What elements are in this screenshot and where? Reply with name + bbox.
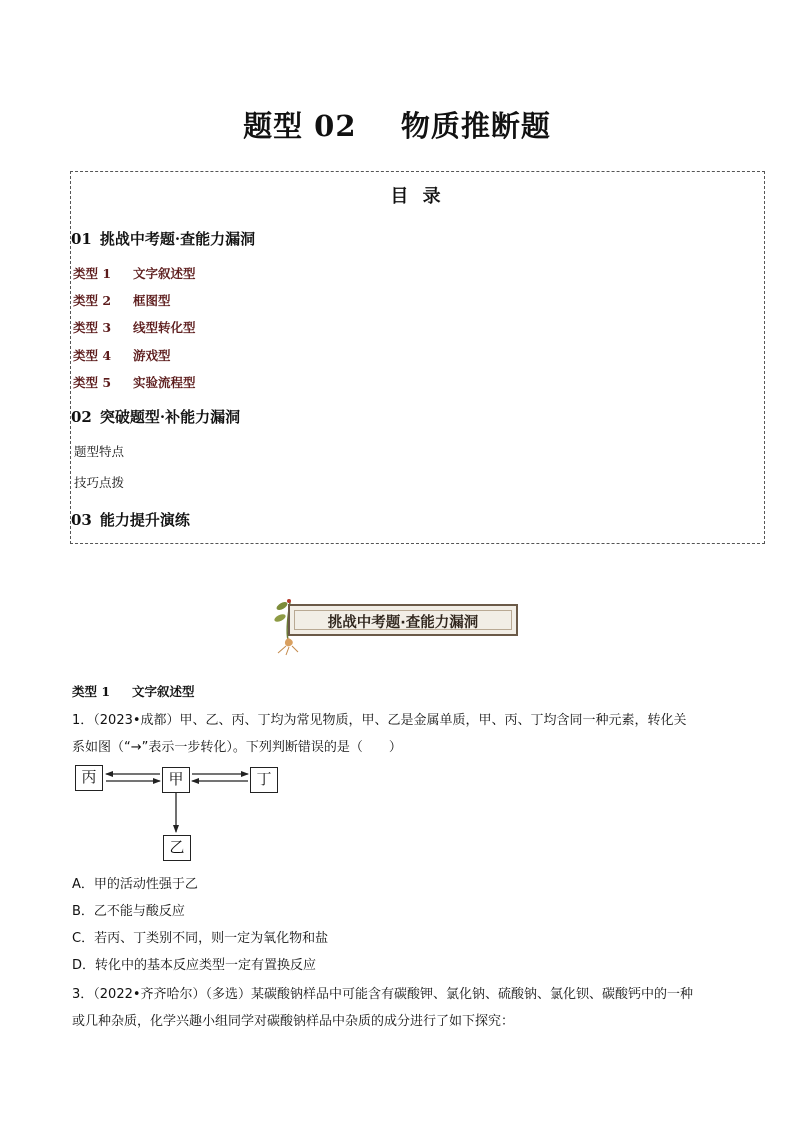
table-of-contents — [70, 171, 765, 544]
toc-section-number: 03 — [71, 511, 92, 529]
toc-type-name: 实验流程型 — [133, 375, 196, 390]
toc-section-02[interactable] — [71, 406, 240, 427]
toc-type-name: 文字叙述型 — [133, 266, 196, 281]
toc-heading: 目 录 — [390, 186, 445, 207]
toc-sub-item-tips[interactable]: 技巧点拨 — [74, 475, 125, 490]
toc-type-5[interactable] — [73, 373, 196, 391]
question-1-option-d[interactable]: D．转化中的基本反应类型一定有置换反应 — [72, 958, 317, 973]
toc-type-name: 线型转化型 — [133, 320, 196, 335]
question-3-line-1: 3．（2022•齐齐哈尔）（多选）某碳酸钠样品中可能含有碳酸钾、氯化钠、硫酸钠、氯化钡、碳酸钙中的一种 — [72, 987, 694, 1002]
content-type-tag: 类型 1 — [72, 684, 111, 699]
banner-frame — [288, 604, 518, 636]
banner-title: 挑战中考题·查能力漏洞 — [327, 615, 479, 631]
toc-section-01[interactable] — [71, 228, 255, 249]
content-type-heading — [72, 682, 195, 700]
diagram-node-bing: 丙 — [75, 765, 103, 791]
toc-type-tag: 类型 1 — [73, 266, 112, 281]
toc-section-03[interactable] — [71, 509, 190, 530]
transformation-diagram — [70, 762, 290, 864]
toc-type-1[interactable] — [73, 264, 196, 282]
content-type-name: 文字叙述型 — [132, 684, 195, 699]
question-3-line-2: 或几种杂质，化学兴趣小组同学对碳酸钠样品中杂质的成分进行了如下探究： — [72, 1014, 515, 1029]
toc-sub-item-features[interactable]: 题型特点 — [74, 444, 125, 459]
toc-type-tag: 类型 5 — [73, 375, 112, 390]
question-1-line-1: 1．（2023•成都）甲、乙、丙、丁均为常见物质，甲、乙是金属单质，甲、丙、丁均含同一种元素，转化关 — [72, 713, 687, 728]
toc-type-tag: 类型 4 — [73, 348, 112, 363]
diagram-node-jia: 甲 — [162, 767, 190, 793]
toc-type-tag: 类型 2 — [73, 293, 112, 308]
question-1-option-a[interactable]: A．甲的活动性强于乙 — [72, 877, 198, 892]
diagram-node-yi: 乙 — [163, 835, 191, 861]
toc-section-label: 挑战中考题·查能力漏洞 — [99, 230, 256, 248]
question-1-option-c[interactable]: C．若丙、丁类别不同，则一定为氧化物和盐 — [72, 931, 329, 946]
toc-type-name: 游戏型 — [133, 348, 171, 363]
toc-type-2[interactable] — [73, 291, 171, 309]
toc-type-3[interactable] — [73, 318, 196, 336]
toc-type-tag: 类型 3 — [73, 320, 112, 335]
toc-type-name: 框图型 — [133, 293, 171, 308]
page-title: 题型 02 物质推断题 — [243, 109, 551, 143]
toc-section-label: 突破题型·补能力漏洞 — [99, 408, 241, 426]
toc-section-number: 01 — [71, 230, 92, 248]
question-1-line-2: 系如图（“→”表示一步转化）。下列判断错误的是（ ） — [72, 740, 402, 755]
toc-type-4[interactable] — [73, 346, 171, 364]
toc-section-label: 能力提升演练 — [99, 511, 190, 529]
question-1-option-b[interactable]: B．乙不能与酸反应 — [72, 904, 185, 919]
section-banner — [268, 596, 524, 652]
diagram-node-ding: 丁 — [250, 767, 278, 793]
toc-section-number: 02 — [71, 408, 92, 426]
